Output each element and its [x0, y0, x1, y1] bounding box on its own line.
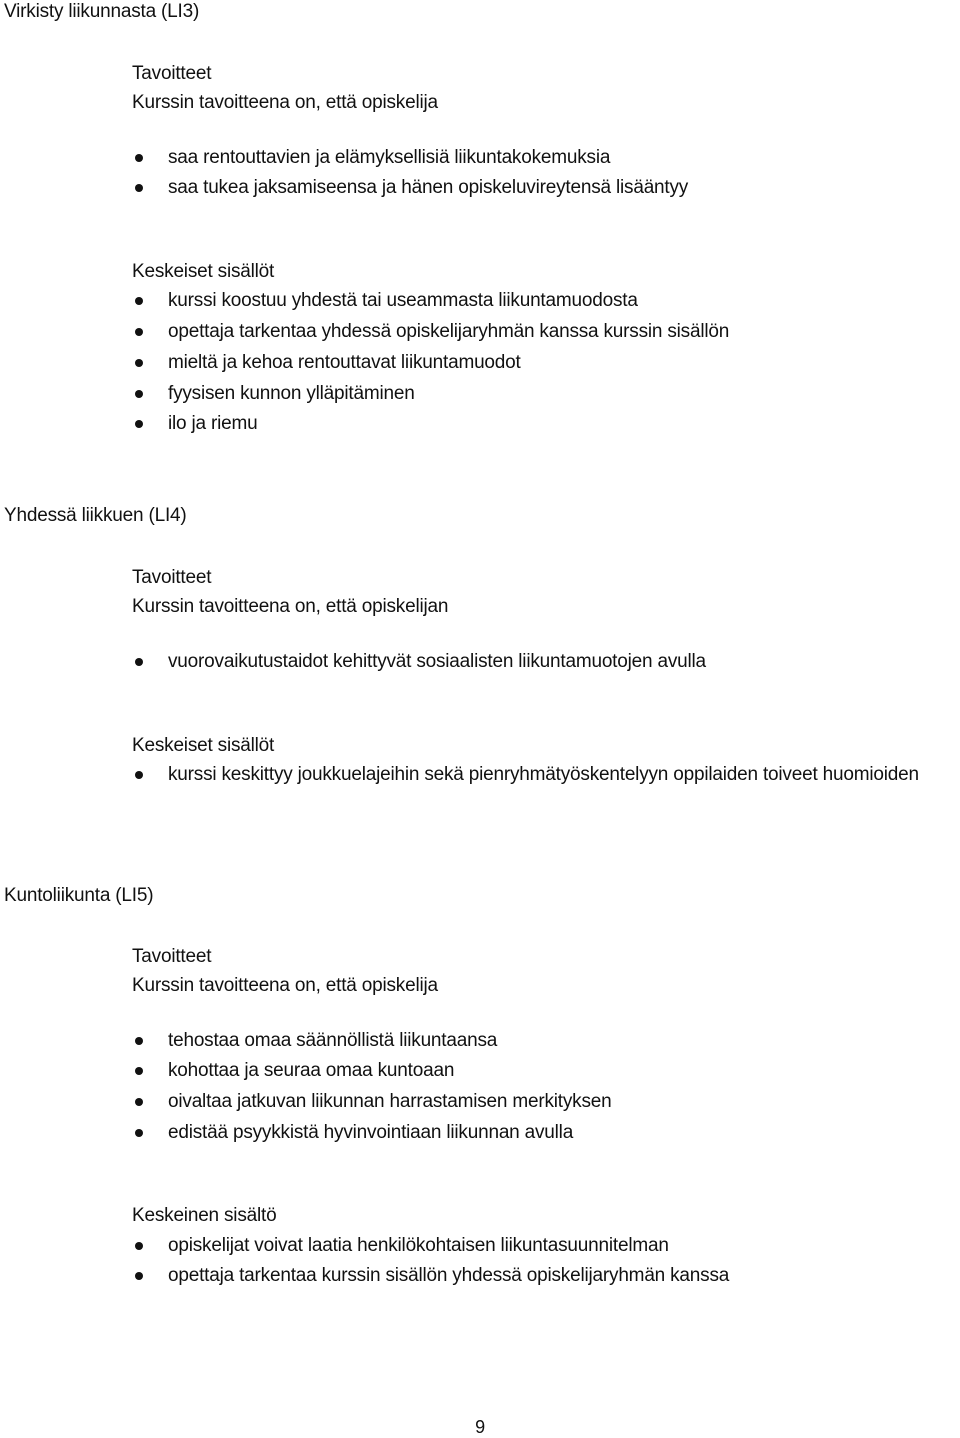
- list-item-text: oivaltaa jatkuvan liikunnan harrastamisen merkityksen: [168, 1091, 612, 1112]
- goals-heading-li4: Tavoitteet: [132, 567, 212, 588]
- list-item-text: edistää psyykkistä hyvinvointiaan liikunnan avulla: [168, 1122, 574, 1143]
- list-item-text: mieltä ja kehoa rentouttavat liikuntamuodot: [168, 352, 521, 373]
- goals-heading-li3: Tavoitteet: [132, 63, 212, 84]
- content-heading-li4: Keskeiset sisällöt: [132, 735, 275, 756]
- bullet-icon: [135, 1037, 143, 1045]
- goals-intro-li5: Kurssin tavoitteena on, että opiskelija: [132, 975, 438, 996]
- bullet-icon: [135, 184, 143, 192]
- course-title-li5: Kuntoliikunta (LI5): [4, 885, 154, 906]
- course-title-li3: Virkisty liikunnasta (LI3): [4, 1, 200, 22]
- list-item-text: opettaja tarkentaa yhdessä opiskelijaryhmän kanssa kurssin sisällön: [168, 321, 730, 342]
- course-title-li4: Yhdessä liikkuen (LI4): [4, 505, 187, 526]
- content-heading-li5: Keskeinen sisältö: [132, 1205, 277, 1226]
- bullet-icon: [135, 1129, 143, 1137]
- bullet-icon: [135, 297, 143, 305]
- list-item-text: kurssi keskittyy joukkuelajeihin sekä pienryhmätyöskentelyyn oppilaiden toiveet huomioiden: [168, 764, 919, 785]
- bullet-icon: [135, 1272, 143, 1280]
- list-item-text: saa rentouttavien ja elämyksellisiä liikuntakokemuksia: [168, 147, 611, 168]
- list-item-text: saa tukea jaksamiseensa ja hänen opiskeluvireytensä lisääntyy: [168, 177, 689, 198]
- goals-intro-li4: Kurssin tavoitteena on, että opiskelijan: [132, 596, 449, 617]
- list-item-text: tehostaa omaa säännöllistä liikuntaansa: [168, 1030, 498, 1051]
- bullet-icon: [135, 328, 143, 336]
- list-item-text: kohottaa ja seuraa omaa kuntoaan: [168, 1060, 455, 1081]
- page-number: 9: [475, 1417, 485, 1437]
- list-item-text: vuorovaikutustaidot kehittyvät sosiaalisten liikuntamuotojen avulla: [168, 651, 706, 672]
- content-heading-li3: Keskeiset sisällöt: [132, 261, 275, 282]
- bullet-icon: [135, 1067, 143, 1075]
- bullet-icon: [135, 390, 143, 398]
- bullet-icon: [135, 658, 143, 666]
- bullet-icon: [135, 359, 143, 367]
- bullet-icon: [135, 154, 143, 162]
- bullet-icon: [135, 420, 143, 428]
- list-item-text: ilo ja riemu: [168, 413, 258, 434]
- goals-intro-li3: Kurssin tavoitteena on, että opiskelija: [132, 92, 438, 113]
- list-item-text: opettaja tarkentaa kurssin sisällön yhdessä opiskelijaryhmän kanssa: [168, 1265, 730, 1286]
- goals-heading-li5: Tavoitteet: [132, 946, 212, 967]
- list-item-text: opiskelijat voivat laatia henkilökohtaisen liikuntasuunnitelman: [168, 1235, 669, 1256]
- list-item-text: fyysisen kunnon ylläpitäminen: [168, 383, 415, 404]
- bullet-icon: [135, 1242, 143, 1250]
- bullet-icon: [135, 771, 143, 779]
- list-item-text: kurssi koostuu yhdestä tai useammasta liikuntamuodosta: [168, 290, 638, 311]
- bullet-icon: [135, 1098, 143, 1106]
